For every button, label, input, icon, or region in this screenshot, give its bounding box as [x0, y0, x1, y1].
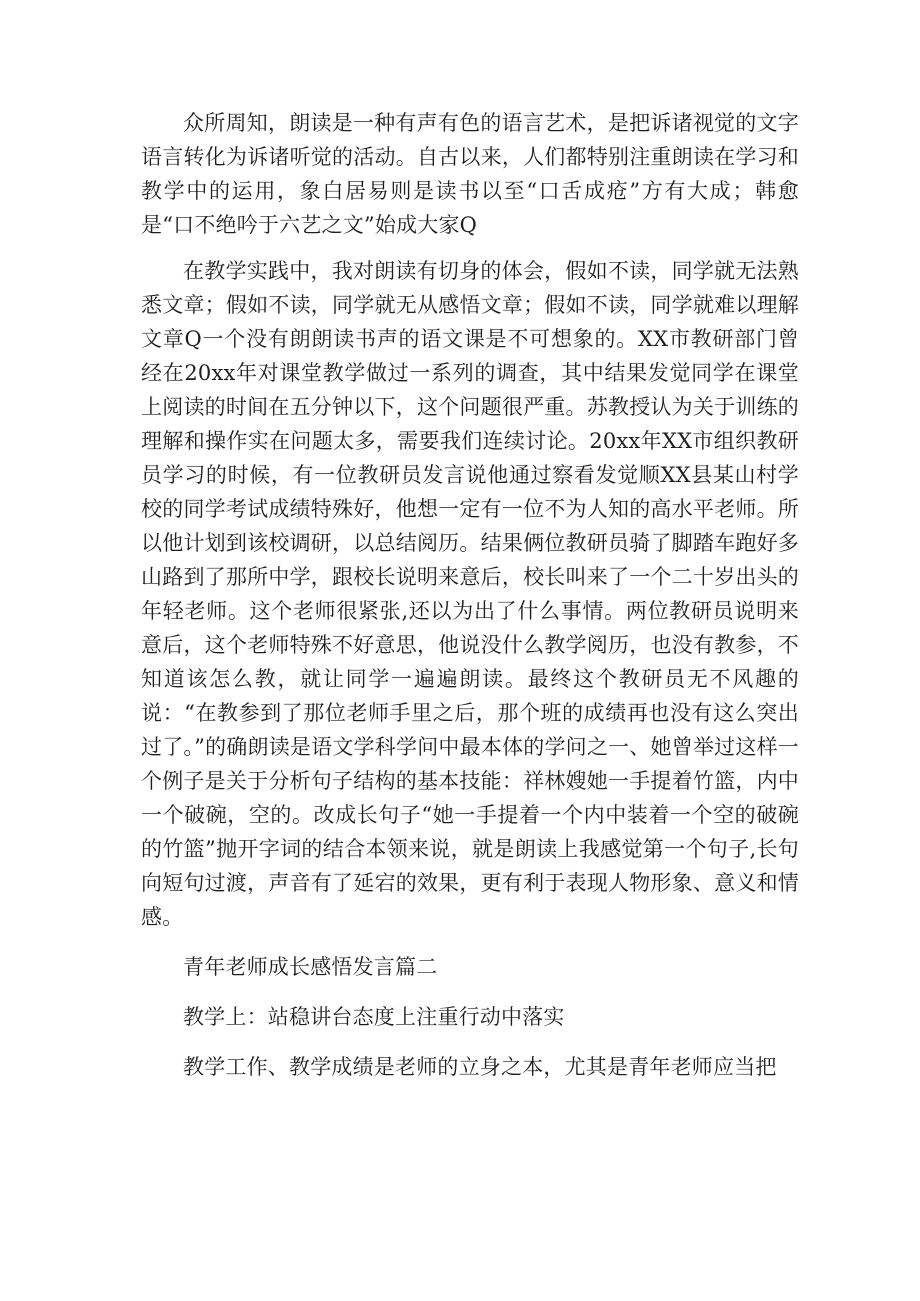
section-heading-part-two: 青年老师成长感悟发言篇二 — [183, 955, 438, 979]
subheading-teaching: 教学上：站稳讲台态度上注重行动中落实 — [183, 1005, 565, 1029]
paragraph-teaching-work: 教学工作、教学成绩是老师的立身之本，尤其是青年老师应当把 — [183, 1055, 777, 1079]
paragraph-teaching-practice: 在教学实践中，我对朗读有切身的体会，假如不读，同学就无法熟悉文章；假如不读，同学就无从感悟文章；假如不读，同学就难以理解文章Q一个没有朗朗读书声的语文课是不可想象的。XX市教研部门曾经在20xx年对课堂教学做过一系列的调查，其中结果发觉同学在课堂上阅读的时间在五分钟以下，这个问题很严重。苏教授认为关于训练的理解和操作实在问题太多，需要我们连续讨论。20xx年XX市组织教研员学习的时候，有一位教研员发言说他通过察看发觉顺XX县某山村学校的同学考试成绩特殊好，他想一定有一位不为人知的高水平老师。所以他计划到该校调研，以总结阅历。结果俩位教研员骑了脚踏车跑好多山路到了那所中学，跟校长说明来意后，校长叫来了一个二十岁出头的年轻老师。这个老师很紧张,还以为出了什么事情。两位教研员说明来意后，这个老师特殊不好意思，他说没什么教学阅历，也没有教参，不知道该怎么教，就让同学一遍遍朗读。最终这个教研员无不风趣的说：“在教参到了那位老师手里之后，那个班的成绩再也没有这么突出过了。”的确朗读是语文学科学问中最本体的学问之一、她曾举过这样一个例子是关于分析句子结构的基本技能：祥林嫂她一手提着竹篮，内中一个破碗，空的。改成长句子“她一手提着一个内中装着一个空的破碗的竹篮”抛开字词的结合本领来说，就是朗读上我感觉第一个句子,长句向短句过渡，声音有了延宕的效果，更有利于表现人物形象、意义和情感。 — [141, 259, 799, 929]
paragraph-intro: 众所周知，朗读是一种有声有色的语言艺术，是把诉诸视觉的文字语言转化为诉诸听觉的活动。自古以来，人们都特别注重朗读在学习和教学中的运用，象白居易则是读书以至“口舌成疮”方有大成；韩愈是“口不绝吟于六艺之文”始成大家Q — [141, 111, 799, 237]
document-page — [141, 106, 799, 1084]
